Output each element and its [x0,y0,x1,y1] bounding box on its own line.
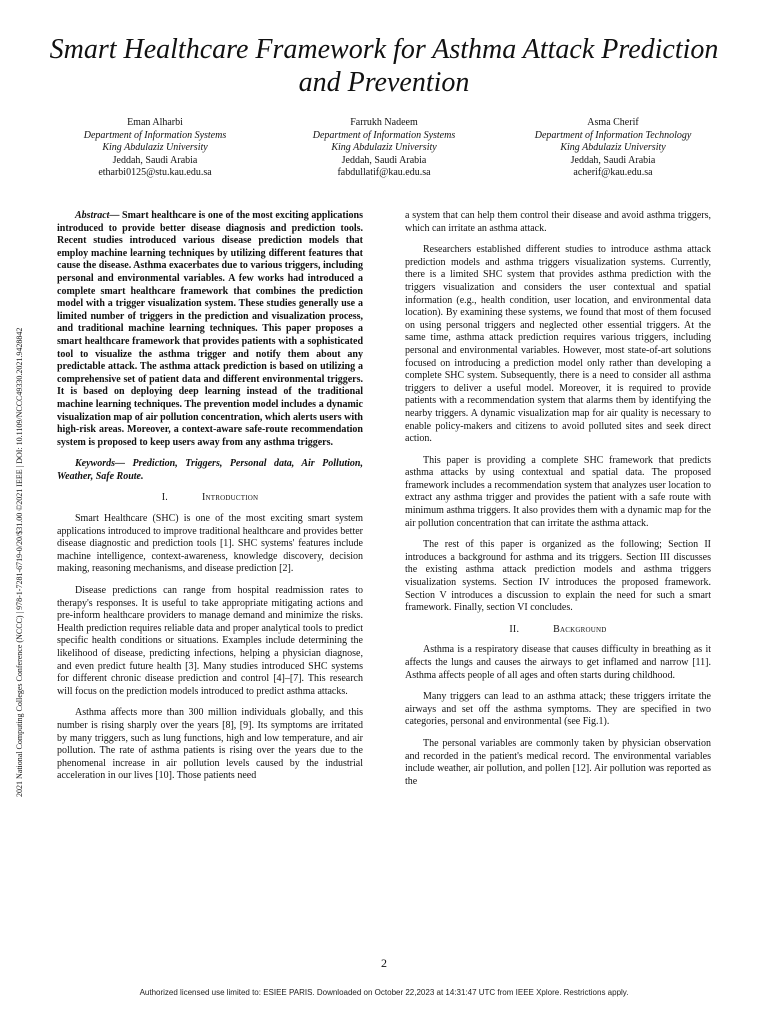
author-2 [269,117,499,180]
author-1 [40,117,270,180]
paragraph: Researchers established different studies to introduce asthma attack prediction models and asthma triggers visualization systems. Currently, there is a limited SHC system that provides asthma prediction with the triggers visualization and considers the user contextual and spatial information (e.g., health condition, user location, and environmental data location). By examining these systems, we found that most of them focused on using personal triggers and neglected other essential triggers. At the same time, asthma attack prediction requires various triggers, including personal and environmental variables. However, most state-of-art solutions focused on introducing a prediction model only rather than developing a complete SHC system. Subsequently, there is a need to consider all asthma triggers to deliver a useful model. Moreover, it is required to provide patients with a recommendation system that alarms them by identifying the nearby triggers. A dynamic visualization map for air quality is necessary to enable policy-makers and citizens to avoid polluted sites and seek direct action. [405,244,711,445]
section-title: Introduction [201,492,259,504]
author-location: Jeddah, Saudi Arabia [112,154,198,166]
abstract [57,210,363,449]
paper-title: Smart Healthcare Framework for Asthma Attack Prediction and Prevention [49,34,719,98]
author-university: King Abdulaziz University [331,142,437,153]
paragraph: This paper is providing a complete SHC framework that predicts asthma attacks by using contextual and spatial data. The proposed framework includes a recommendation system that analyzes user location to extract any asthma trigger and provides the patient with a safe route with minimum asthma triggers. It also provides them with a dynamic map for the air pollution concentration that can irritate the asthma attack. [405,454,711,529]
abstract-text: Smart healthcare is one of the most exciting applications introduced to provide better disease diagnosis and prediction tools. Recent studies introduced various disease prediction models that employ machine learning techniques by utilizing different features that cause the disease. Asthma exacerbates due to various triggers, including personal and environmental variables. A few works had introduced a complete smart healthcare framework that combines the prediction model with a trigger visualization system. These studies generally use a limited number of triggers in the prediction and visualization process, and traditional machine learning techniques. This paper proposes a smart healthcare framework that provides patients with a sophisticated tool to visualize the asthma trigger and notify them about any predictable attack. The asthma attack prediction is based on utilizing a comprehensive set of patient data and different environmental triggers. It is based on deploying deep learning instead of the traditional machine learning techniques. The prevention model includes a dynamic visualization map of air pollution concentration, which alerts users with high-risk areas. Moreover, a context-aware safe-route recommendation system is proposed to keep users away from any asthma triggers. [57,210,363,448]
section-heading-background [405,624,711,637]
paragraph: a system that can help them control their disease and avoid asthma triggers, which can irritate an asthma attack. [405,210,711,234]
abstract-label: Abstract— [75,210,120,221]
author-department: Department of Information Technology [534,129,692,141]
author-name: Farrukh Nadeem [350,117,418,128]
author-university: King Abdulaziz University [560,142,666,153]
paragraph: Smart Healthcare (SHC) is one of the most exciting smart system applications introduced to improve traditional healthcare and provides better disease diagnostic and prediction tools [1]. SHC systems' features include machine intelligence, context-awareness, knowledge discovery, decision making, reasoning mechanisms, and disease prediction [2]. [57,513,364,575]
paragraph: The personal variables are commonly taken by physician observation and recorded in the patient's medical record. The environmental variables include weather, air pollution, and pollen [12]. Air pollution was reported as the [405,737,711,787]
author-university: King Abdulaziz University [102,142,208,153]
author-name: Eman Alharbi [127,117,183,128]
doi-side-note [9,222,24,797]
section-number: II. [509,623,520,635]
author-location: Jeddah, Saudi Arabia [341,154,427,166]
doi-side-note-text: 2021 National Computing Colleges Conference (NCCC) | 978-1-7281-6719-0/20/$31.00 ©2021 IEEE | DOI: 10.1109/NCCC49330.2021.9428842 [15,327,24,797]
section-title: Background [553,623,607,635]
author-department: Department of Information Systems [312,129,456,141]
author-location: Jeddah, Saudi Arabia [570,154,656,166]
section-number: I. [161,492,168,504]
author-email: acherif@kau.edu.sa [573,167,653,178]
author-email: fabdullatif@kau.edu.sa [337,167,431,178]
paragraph: Asthma is a respiratory disease that causes difficulty in breathing as it affects the lungs and causes the airways to get inflamed and narrow [11]. Asthma affects people of all ages and often starts during childhood. [405,644,711,681]
author-name: Asma Cherif [587,117,639,128]
paragraph: Many triggers can lead to an asthma attack; these triggers irritate the airways and set off the asthma symptoms. They are specified in two categories, personal and environmental (see Fig.1). [405,691,711,728]
paragraph: Disease predictions can range from hospital readmission rates to therapy's responses. It is useful to take appropriate mitigating actions and pre-inform healthcare providers to manage demand and minimize the risks. Health prediction requires reliable data and proper analytical tools to predict specific health conditions or situations. Examples include determining the likelihood of disease, predicting infections, helping a physician diagnose, and even predict future health [3]. Many studies introduced SHC systems for different chronic disease prediction and control [4]–[7]. This research will focus on the prediction models introduced to predict asthma attacks. [57,585,363,697]
author-department: Department of Information Systems [83,129,227,141]
author-3 [498,117,728,180]
page-number: 2 [381,956,387,970]
keywords: Keywords— Prediction, Triggers, Personal data, Air Pollution, Weather, Safe Route. [57,458,363,482]
license-footer: Authorized licensed use limited to: ESIEE PARIS. Downloaded on October 22,2023 at 14:31:47 UTC from IEEE Xplore. Restrictions apply. [139,988,629,997]
paragraph: Asthma affects more than 300 million individuals globally, and this number is rising sharply over the years [8], [9]. Its symptoms are irritated by many triggers, such as lung functions, high and low temperature, and air pollution. The rate of asthma patients is rising over the years due to the phenomenal increase in air pollution levels caused by the industrial acceleration in our lives [10]. Those patients need [57,707,363,782]
left-column [57,210,363,792]
author-block [40,117,728,187]
right-column [405,210,711,797]
section-heading-introduction [57,492,363,505]
author-email: etharbi0125@stu.kau.edu.sa [98,167,212,178]
paragraph: The rest of this paper is organized as the following; Section II introduces a background for asthma and its triggers. Section III discusses the existing asthma attack prediction models and asthma triggers visualization systems. Section IV introduces the proposed framework. Section V introduces a discussion to explain the need for such a smart framework. Finally, section VI concludes. [405,539,711,614]
